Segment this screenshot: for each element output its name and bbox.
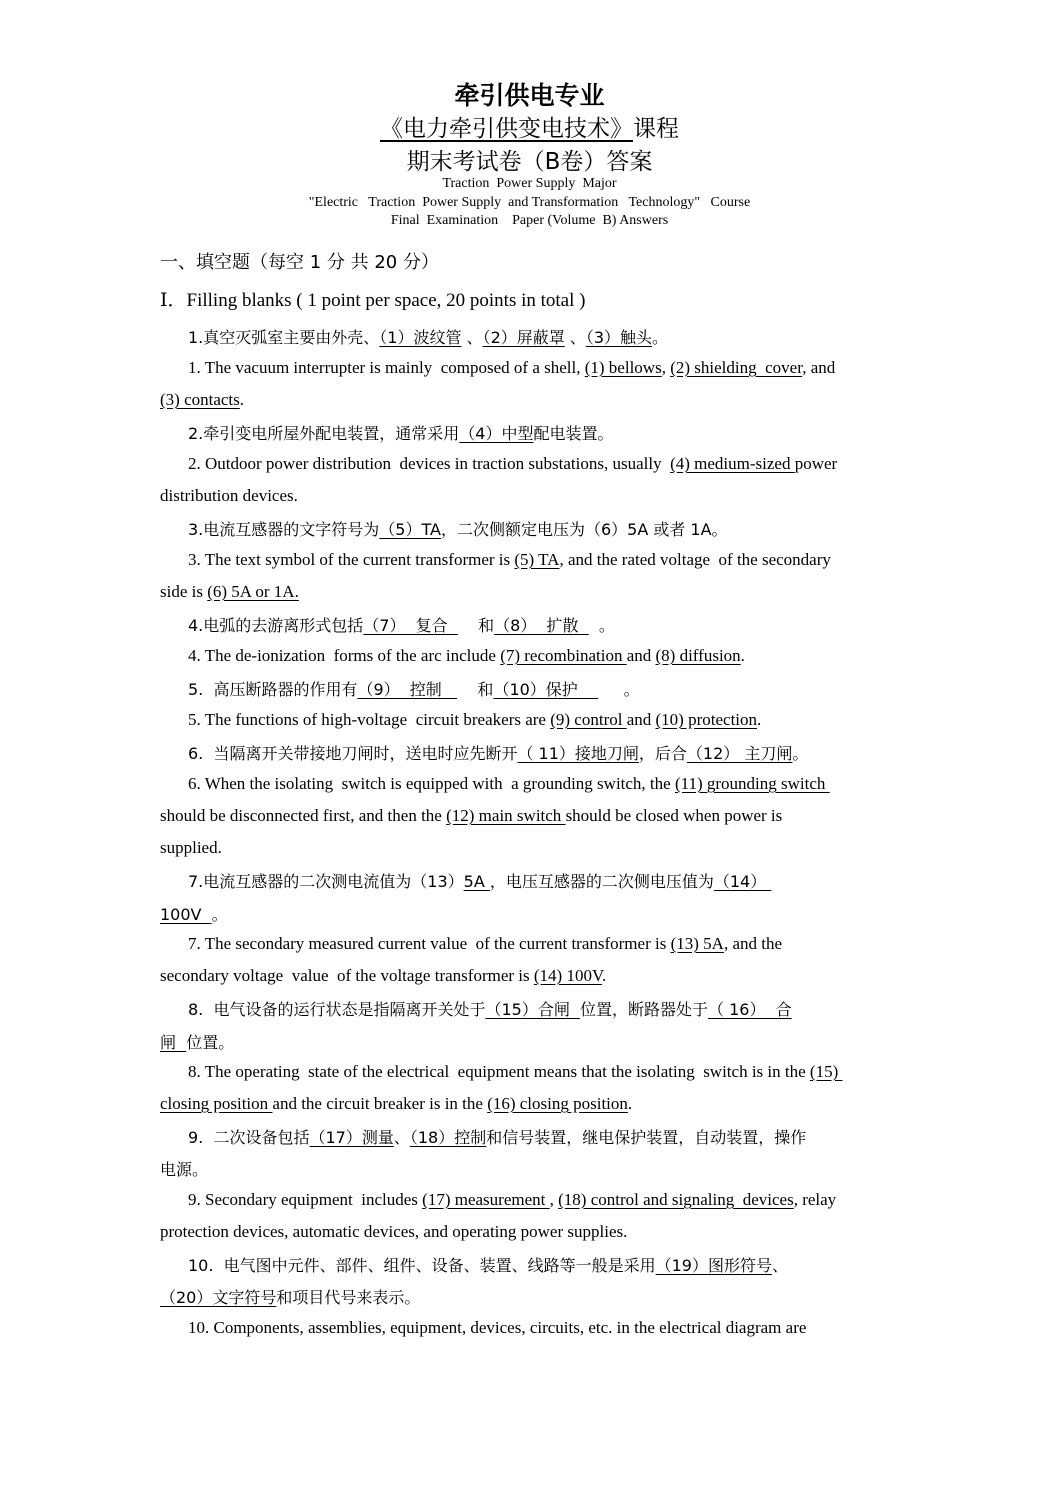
answer-blank: (14) 100V bbox=[533, 966, 603, 985]
line-text: , bbox=[661, 358, 671, 377]
line-text: , bbox=[549, 1190, 559, 1209]
course-name: 《电力牵引供变电技术》 bbox=[380, 116, 633, 142]
line-text: 5. 高压断路器的作用有 bbox=[188, 680, 358, 699]
line-text: 2.牵引变电所屋外配电装置，通常采用 bbox=[188, 424, 460, 443]
answer-line-l20 bbox=[188, 934, 782, 954]
answer-line-l15 bbox=[188, 774, 830, 794]
answer-line-l29 bbox=[160, 1222, 627, 1242]
title-en-major: Traction Power Supply Major bbox=[442, 176, 617, 191]
answer-blank: (8) diffusion bbox=[655, 646, 741, 665]
answer-line-l1 bbox=[188, 325, 668, 348]
answer-line-l17 bbox=[160, 838, 222, 858]
answer-blank: （10）保护 bbox=[493, 680, 599, 699]
answer-line-l7 bbox=[188, 517, 728, 540]
course-suffix: 课程 bbox=[633, 116, 679, 142]
answer-blank: closing position bbox=[160, 1094, 273, 1113]
line-text: , and the rated voltage of the secondary bbox=[559, 550, 831, 569]
line-text: 和信号装置，继电保护装置，自动装置，操作 bbox=[486, 1128, 807, 1147]
answer-blank: 100V bbox=[160, 905, 212, 924]
answer-blank: (17) measurement bbox=[422, 1190, 550, 1209]
answer-line-l3 bbox=[160, 390, 244, 410]
line-text: power bbox=[794, 454, 838, 473]
answer-line-l30 bbox=[188, 1253, 788, 1276]
line-text: 6. 当隔离开关带接地刀闸时，送电时应先断开 bbox=[188, 744, 518, 763]
answer-line-l10 bbox=[188, 613, 615, 636]
answer-blank: (16) closing position bbox=[487, 1094, 628, 1113]
line-text: . bbox=[757, 710, 762, 729]
answer-blank: （15）合闸 bbox=[485, 1000, 580, 1019]
section-heading-cn: 一、填空题（每空 1 分 共 20 分） bbox=[160, 252, 439, 273]
line-text: 8. 电气设备的运行状态是指隔离开关处于 bbox=[188, 1000, 486, 1019]
line-text: and bbox=[626, 646, 656, 665]
line-text: 3.电流互感器的文字符号为 bbox=[188, 520, 380, 539]
answer-blank: (2) shielding cover bbox=[670, 358, 803, 377]
answer-line-l4 bbox=[188, 421, 613, 444]
line-text: , and the bbox=[723, 934, 783, 953]
answer-line-l21 bbox=[160, 966, 606, 986]
answer-line-l25 bbox=[160, 1094, 632, 1114]
answer-blank: （2）屏蔽罩 bbox=[482, 328, 565, 347]
answer-blank: (5) TA bbox=[514, 550, 560, 569]
title-cn-exam: 期末考试卷（B卷）答案 bbox=[406, 149, 653, 175]
answer-blank: （ 11）接地刀闸 bbox=[517, 744, 639, 763]
answer-line-l5 bbox=[188, 454, 837, 474]
answer-blank: （9） 控制 bbox=[357, 680, 458, 699]
answer-line-l2 bbox=[188, 358, 835, 378]
line-text: and the circuit breaker is in the bbox=[272, 1094, 488, 1113]
line-text: 7. The secondary measured current value of the current transformer is bbox=[188, 934, 671, 953]
line-text: , and bbox=[802, 358, 836, 377]
line-text: 5. The functions of high-voltage circuit breakers are bbox=[188, 710, 551, 729]
line-text: 和 bbox=[457, 680, 494, 699]
answer-line-l6 bbox=[160, 486, 298, 506]
line-text: , relay bbox=[793, 1190, 837, 1209]
line-text: should be closed when power is bbox=[565, 806, 783, 825]
answer-line-l8 bbox=[188, 550, 831, 570]
line-text: . bbox=[239, 390, 245, 409]
answer-line-l24 bbox=[188, 1062, 842, 1082]
line-text: 、 bbox=[461, 328, 483, 347]
answer-line-l31 bbox=[160, 1285, 420, 1308]
line-text: distribution devices. bbox=[160, 486, 298, 505]
answer-line-l16 bbox=[160, 806, 782, 826]
line-text: 9. Secondary equipment includes bbox=[188, 1190, 423, 1209]
title-en-course: "Electric Traction Power Supply and Transformation Technology" Course bbox=[308, 195, 751, 210]
answer-blank: （7） 复合 bbox=[363, 616, 458, 635]
section-heading-en: Ⅰ．Filling blanks ( 1 point per space, 20 points in total ) bbox=[160, 290, 586, 311]
line-text: 。 bbox=[588, 616, 615, 635]
answer-blank: （14） bbox=[713, 872, 772, 891]
line-text: 6. When the isolating switch is equipped with a grounding switch, the bbox=[188, 774, 675, 793]
line-text: 、 bbox=[772, 1256, 789, 1275]
answer-line-l9 bbox=[160, 582, 299, 602]
line-text: . bbox=[740, 646, 745, 665]
answer-line-l28 bbox=[188, 1190, 836, 1210]
line-text: and bbox=[626, 710, 656, 729]
line-text: ，二次侧额定电压为（6）5A 或者 1A。 bbox=[440, 520, 728, 539]
answer-blank: (15) bbox=[809, 1062, 843, 1081]
answer-line-l19 bbox=[160, 902, 228, 925]
line-text: 8. The operating state of the electrical equipment means that the isolating switch is in the bbox=[188, 1062, 810, 1081]
answer-blank: 闸 bbox=[160, 1033, 187, 1052]
line-text: 3. The text symbol of the current transformer is bbox=[188, 550, 515, 569]
answer-blank: (18) control and signaling devices bbox=[558, 1190, 794, 1209]
answer-blank: （5）TA bbox=[379, 520, 441, 539]
answer-line-l18 bbox=[188, 869, 771, 892]
answer-blank: (12) main switch bbox=[446, 806, 566, 825]
line-text: 和项目代号来表示。 bbox=[276, 1288, 421, 1307]
answer-line-l26 bbox=[188, 1125, 806, 1148]
answer-blank: （20）文字符号 bbox=[160, 1288, 277, 1307]
answer-blank: （18）控制 bbox=[409, 1128, 487, 1147]
answer-blank: (4) medium-sized bbox=[670, 454, 795, 473]
answer-line-l12 bbox=[188, 677, 640, 700]
answer-line-l22 bbox=[188, 997, 792, 1020]
line-text: 2. Outdoor power distribution devices in traction substations, usually bbox=[188, 454, 671, 473]
line-text: 。 bbox=[211, 905, 228, 924]
answer-blank: （19）图形符号 bbox=[655, 1256, 772, 1275]
answer-line-l27 bbox=[160, 1157, 208, 1180]
line-text: 、 bbox=[564, 328, 586, 347]
line-text: 和 bbox=[457, 616, 495, 635]
answer-blank: （1）波纹管 bbox=[379, 328, 462, 347]
answer-line-l23 bbox=[160, 1030, 234, 1053]
answer-line-l11 bbox=[188, 646, 745, 666]
line-text: 。 bbox=[792, 744, 809, 763]
answer-blank: (3) contacts bbox=[160, 390, 240, 409]
line-text: 、 bbox=[393, 1128, 410, 1147]
line-text: 电源。 bbox=[160, 1160, 209, 1179]
answer-blank: (10) protection bbox=[655, 710, 758, 729]
answer-blank: (9) control bbox=[550, 710, 627, 729]
title-cn-course bbox=[0, 110, 1059, 143]
line-text: 10. 电气图中元件、部件、组件、设备、装置、线路等一般是采用 bbox=[188, 1256, 656, 1275]
answer-blank: （12） 主刀闸 bbox=[686, 744, 793, 763]
line-text: secondary voltage value of the voltage transformer is bbox=[160, 966, 534, 985]
answer-blank: (1) bellows bbox=[584, 358, 662, 377]
line-text: 1. The vacuum interrupter is mainly composed of a shell, bbox=[188, 358, 585, 377]
line-text: supplied. bbox=[160, 838, 222, 857]
line-text: 位置。 bbox=[186, 1033, 235, 1052]
answer-line-l14 bbox=[188, 741, 808, 764]
answer-blank: （ 16） 合 bbox=[708, 1000, 792, 1019]
answer-line-l32 bbox=[188, 1318, 806, 1338]
line-text: ，电压互感器的二次侧电压值为 bbox=[489, 872, 714, 891]
line-text: should be disconnected first, and then the bbox=[160, 806, 447, 825]
line-text: 。 bbox=[598, 680, 640, 699]
answer-blank: （17）测量 bbox=[309, 1128, 394, 1147]
title-cn-major: 牵引供电专业 bbox=[454, 81, 605, 110]
line-text: 7.电流互感器的二次测电流值为（13） bbox=[188, 872, 464, 891]
line-text: 4.电弧的去游离形式包括 bbox=[188, 616, 364, 635]
line-text: 。 bbox=[652, 328, 669, 347]
answer-blank: 5A bbox=[463, 872, 490, 891]
line-text: 9. 二次设备包括 bbox=[188, 1128, 310, 1147]
line-text: 10. Components, assemblies, equipment, devices, circuits, etc. in the electrical diagram are bbox=[188, 1318, 807, 1337]
answer-blank: (7) recombination bbox=[500, 646, 627, 665]
title-en-exam: Final Examination Paper (Volume B) Answers bbox=[390, 213, 669, 228]
line-text: 配电装置。 bbox=[533, 424, 614, 443]
answer-blank: (6) 5A or 1A. bbox=[207, 582, 299, 601]
line-text: side is bbox=[160, 582, 208, 601]
answer-blank: （3）触头 bbox=[585, 328, 653, 347]
answer-blank: (11) grounding switch bbox=[674, 774, 830, 793]
line-text: . bbox=[627, 1094, 633, 1113]
answer-blank: （8） 扩散 bbox=[494, 616, 589, 635]
line-text: 位置，断路器处于 bbox=[580, 1000, 709, 1019]
line-text: ，后合 bbox=[638, 744, 687, 763]
line-text: 4. The de-ionization forms of the arc include bbox=[188, 646, 501, 665]
answer-line-l13 bbox=[188, 710, 761, 730]
line-text: protection devices, automatic devices, and operating power supplies. bbox=[160, 1222, 628, 1241]
answer-blank: （4）中型 bbox=[459, 424, 534, 443]
answer-blank: (13) 5A bbox=[670, 934, 724, 953]
line-text: . bbox=[602, 966, 607, 985]
line-text: 1.真空灭弧室主要由外壳、 bbox=[188, 328, 380, 347]
